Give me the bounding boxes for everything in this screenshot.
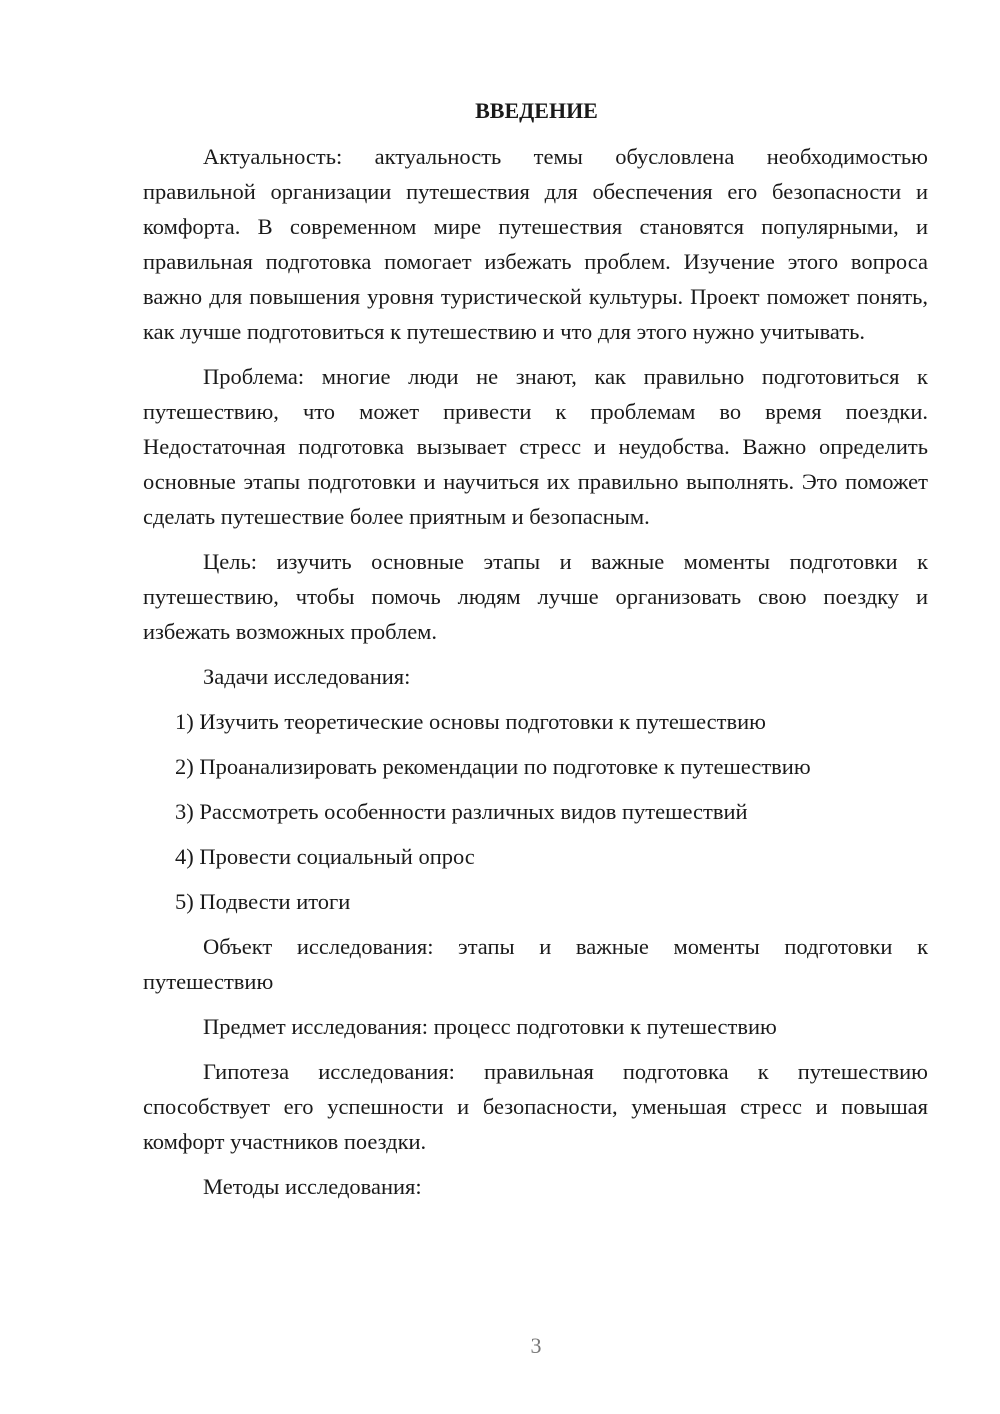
document-title: ВВЕДЕНИЕ [475,98,598,123]
relevance-paragraph: Актуальность: актуальность темы обусловлена необходимостью правильной организации путешествия для обеспечения его безопасности и комфорта. В современном мире путешествия становятся популярными, и правильная подготовка помогает избежать проблем. Изучение этого вопроса важно для повышения уровня туристической культуры. Проект поможет понять, как лучше подготовиться к путешествию и что для этого нужно учитывать. [143,144,928,344]
page-number: 3 [530,1333,542,1358]
problem-paragraph: Проблема: многие люди не знают, как правильно подготовиться к путешествию, что может привести к проблемам во время поездки. Недостаточная подготовка вызывает стресс и неудобства. Важно определить основные этапы подготовки и научиться их правильно выполнять. Это поможет сделать путешествие более приятным и безопасным. [143,364,928,529]
task-item-2: 2) Проанализировать рекомендации по подготовке к путешествию [175,754,811,779]
object-paragraph: Объект исследования: этапы и важные моменты подготовки к путешествию [143,934,928,994]
task-item-3: 3) Рассмотреть особенности различных видов путешествий [175,799,748,824]
tasks-heading: Задачи исследования: [203,664,411,689]
methods-heading: Методы исследования: [203,1174,422,1199]
subject-paragraph: Предмет исследования: процесс подготовки к путешествию [203,1014,777,1039]
task-item-4: 4) Провести социальный опрос [175,844,475,869]
goal-paragraph: Цель: изучить основные этапы и важные моменты подготовки к путешествию, чтобы помочь людям лучше организовать свою поездку и избежать возможных проблем. [143,549,928,644]
document-page [143,93,928,1214]
task-item-1: 1) Изучить теоретические основы подготовки к путешествию [175,709,766,734]
task-item-5: 5) Подвести итоги [175,889,351,914]
hypothesis-paragraph: Гипотеза исследования: правильная подготовка к путешествию способствует его успешности и безопасности, уменьшая стресс и повышая комфорт участников поездки. [143,1059,928,1154]
